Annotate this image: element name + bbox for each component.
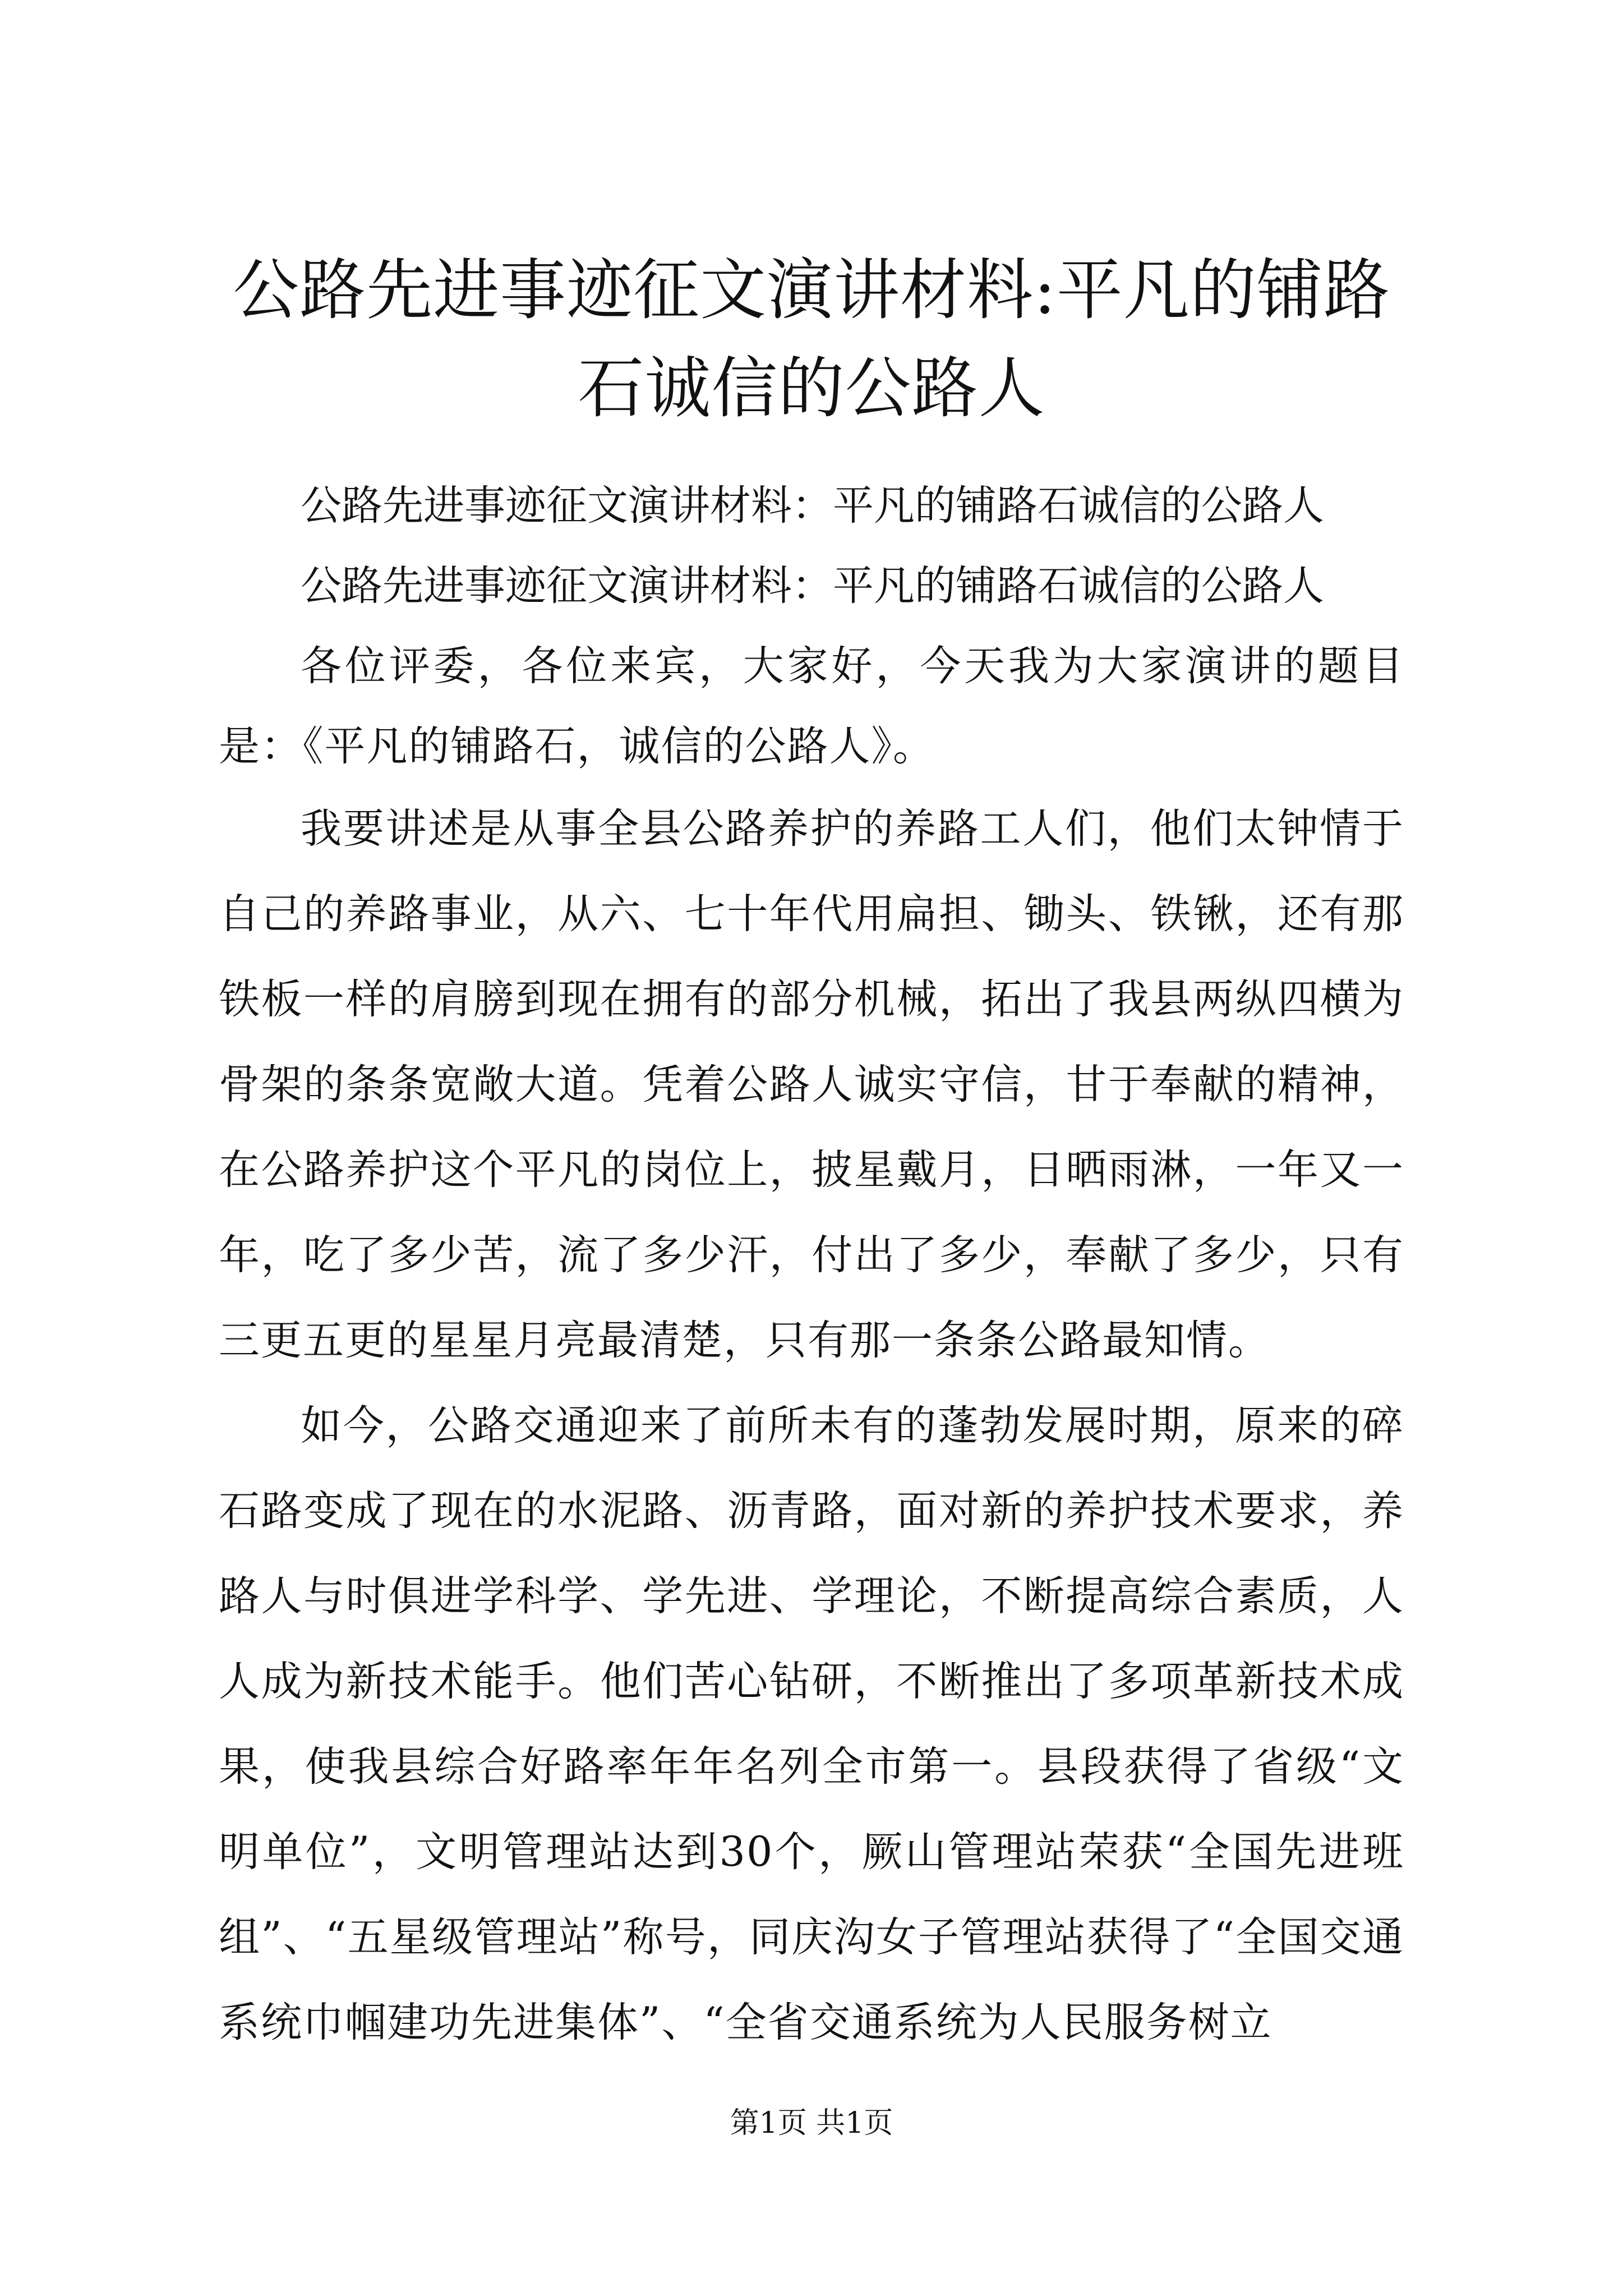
paragraph-road-workers: 我要讲述是从事全县公路养护的养路工人们，他们太钟情于自己的养路事业，从六、七十年代用扁担、锄头、铁锹，还有那铁板一样的肩膀到现在拥有的部分机械，拓出了我县两纵四横为骨架的条条宽敞大道。凭着公路人诚实守信，甘于奉献的精神，在公路养护这个平凡的岗位上，披星戴月，日晒雨淋，一年又一年，吃了多少苦，流了多少汗，付出了多少，奉献了多少，只有三更五更的星星月亮最清楚，只有那一条条公路最知情。 [219,805,1404,1364]
document-body [219,466,1404,2065]
paragraph-development: 如今，公路交通迎来了前所未有的蓬勃发展时期，原来的碎石路变成了现在的水泥路、沥青路，面对新的养护技术要求，养路人与时俱进学科学、学先进、学理论，不断提高综合素质，人人成为新技术能手。他们苦心钻研，不断推出了多项革新技术成果，使我县综合好路率年年名列全市第一。县段获得了省级“文明单位”，文明管理站达到30个，厥山管理站荣获“全国先进班组”、“五星级管理站”称号，同庆沟女子管理站获得了“全国交通系统巾帼建功先进集体”、“全省交通系统为人民服务树立 [219,1402,1404,2046]
document-title: 公路先进事迹征文演讲材料:平凡的铺路石诚信的公路人 [233,251,1390,427]
paragraph-greeting: 各位评委，各位来宾，大家好，今天我为大家演讲的题目是：《平凡的铺路石，诚信的公路人》。 [219,642,1404,770]
subtitle-line: 公路先进事迹征文演讲材料：平凡的铺路石诚信的公路人 [301,482,1324,530]
page-number-footer: 第1页 共1页 [730,2106,893,2140]
subtitle-line: 公路先进事迹征文演讲材料：平凡的铺路石诚信的公路人 [301,562,1324,610]
